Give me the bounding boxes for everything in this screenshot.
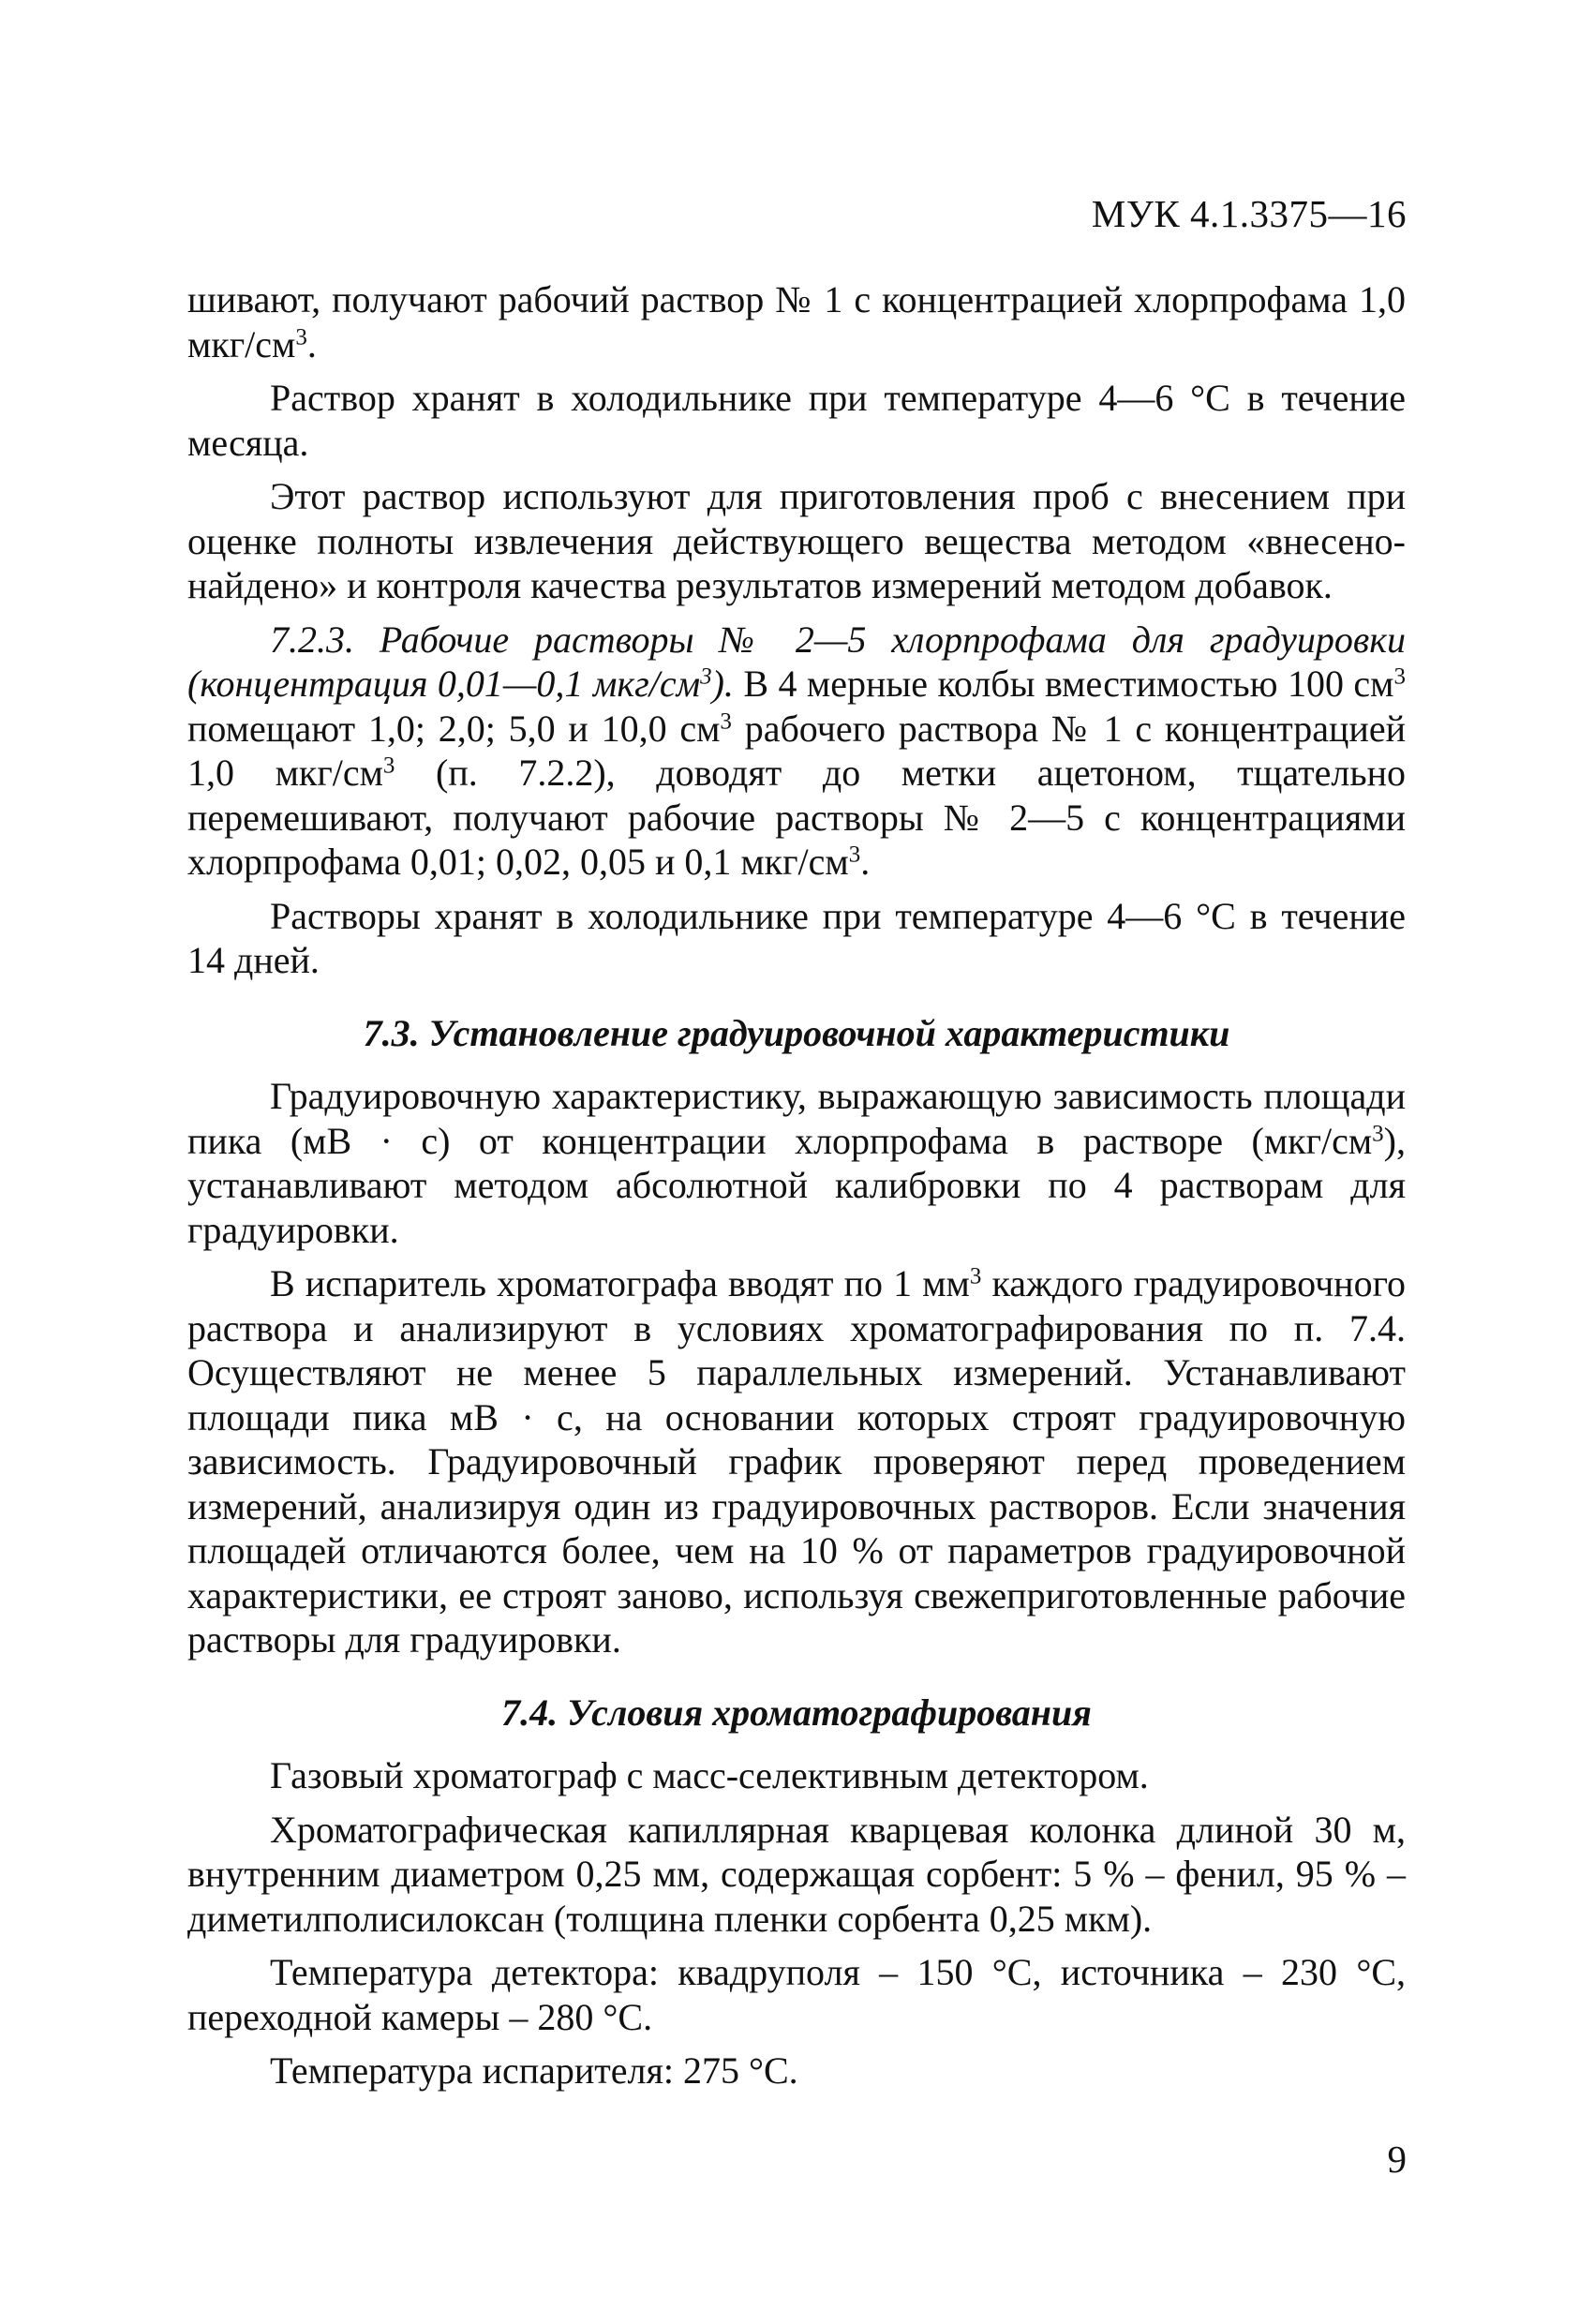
paragraph-storage-14-days: Растворы хранят в холодильнике при температуре 4—6 °С в течение 14 дней. <box>187 894 1406 981</box>
paragraph-storage-month: Раствор хранят в холодильнике при температуре 4—6 °С в течение месяца. <box>187 377 1406 464</box>
section-title-7-3: 7.3. Установление градуировочной характеристики <box>363 1011 1230 1054</box>
paragraph-gas-chromatograph: Газовый хроматограф с масс-селективным детектором. <box>270 1754 1149 1796</box>
paragraph-capillary-column: Хроматографическая капиллярная кварцевая колонка длиной 30 м, внутренним диаметром 0,25 мм, содержащая сорбент: 5 % – фенил, 95 % – диметилполисилоксан (толщина пленки сорбента 0,25 мкм). <box>187 1808 1406 1940</box>
paragraph-evaporator-temperature: Температура испарителя: 275 °С. <box>270 2049 798 2092</box>
page-number: 9 <box>1387 2138 1407 2181</box>
document-body <box>187 277 1406 2093</box>
paragraph-working-solutions-2-5: 7.2.3. Рабочие растворы № 2—5 хлорпрофама для градуировки (концентрация 0,01—0,1 мкг/$см^3$). В 4 мерные колбы вместимостью 100 $см^3$ помещают 1,0; 2,0; 5,0 и 10,0 $см^3$ рабочего раствора № 1 с концентрацией 1,0 мкг/$см^3$ (п. 7.2.2), доводят до метки ацетоном, тщательно перемешивают, получают рабочие растворы № 2—5 с концентрациями хлорпрофама 0,01; 0,02, 0,05 и 0,1 мкг/$см^3$. <box>187 618 1406 883</box>
document-code-header: МУК 4.1.3375—16 <box>1091 192 1407 235</box>
paragraph-solution-usage: Этот раствор используют для приготовления проб с внесением при оценке полноты извлечения действующего вещества методом «внесено-найдено» и контроля качества результатов измерений методом добавок. <box>187 475 1406 606</box>
paragraph-calibration-procedure: В испаритель хроматографа вводят по 1 $мм^3$ каждого градуировочного раствора и анализируют в условиях хроматографирования по п. 7.4. Осуществляют не менее 5 параллельных измерений. Устанавливают площади пика мВ · с, на основании которых строят градуировочную зависимость. Градуировочный график проверяют перед проведением измерений, анализируя один из градуировочных растворов. Если значения площадей отличаются более, чем на 10 % от параметров градуировочной характеристики, ее строят заново, используя свежеприготовленные рабочие растворы для градуировки. <box>187 1262 1406 1661</box>
paragraph-working-solution-1: шивают, получают рабочий раствор № 1 с концентрацией хлорпрофама 1,0 мкг/$см^3$. <box>187 278 1406 365</box>
paragraph-calibration-characteristic: Градуировочную характеристику, выражающую зависимость площади пика (мВ · с) от концентрации хлорпрофама в растворе $(мкг/см^3)$, устанавливают методом абсолютной калибровки по 4 растворам для градуировки. <box>187 1075 1406 1251</box>
section-title-7-4: 7.4. Условия хроматографирования <box>501 1691 1092 1734</box>
paragraph-detector-temperature: Температура детектора: квадруполя – 150 °С, источника – 230 °С, переходной камеры – 280 °С. <box>187 1951 1406 2038</box>
subsection-7-2-3-title: 7.2.3. Рабочие растворы № 2—5 хлорпрофама для градуировки (концентрация 0,01—0,1 мкг/$см^3$). <box>187 618 1406 705</box>
